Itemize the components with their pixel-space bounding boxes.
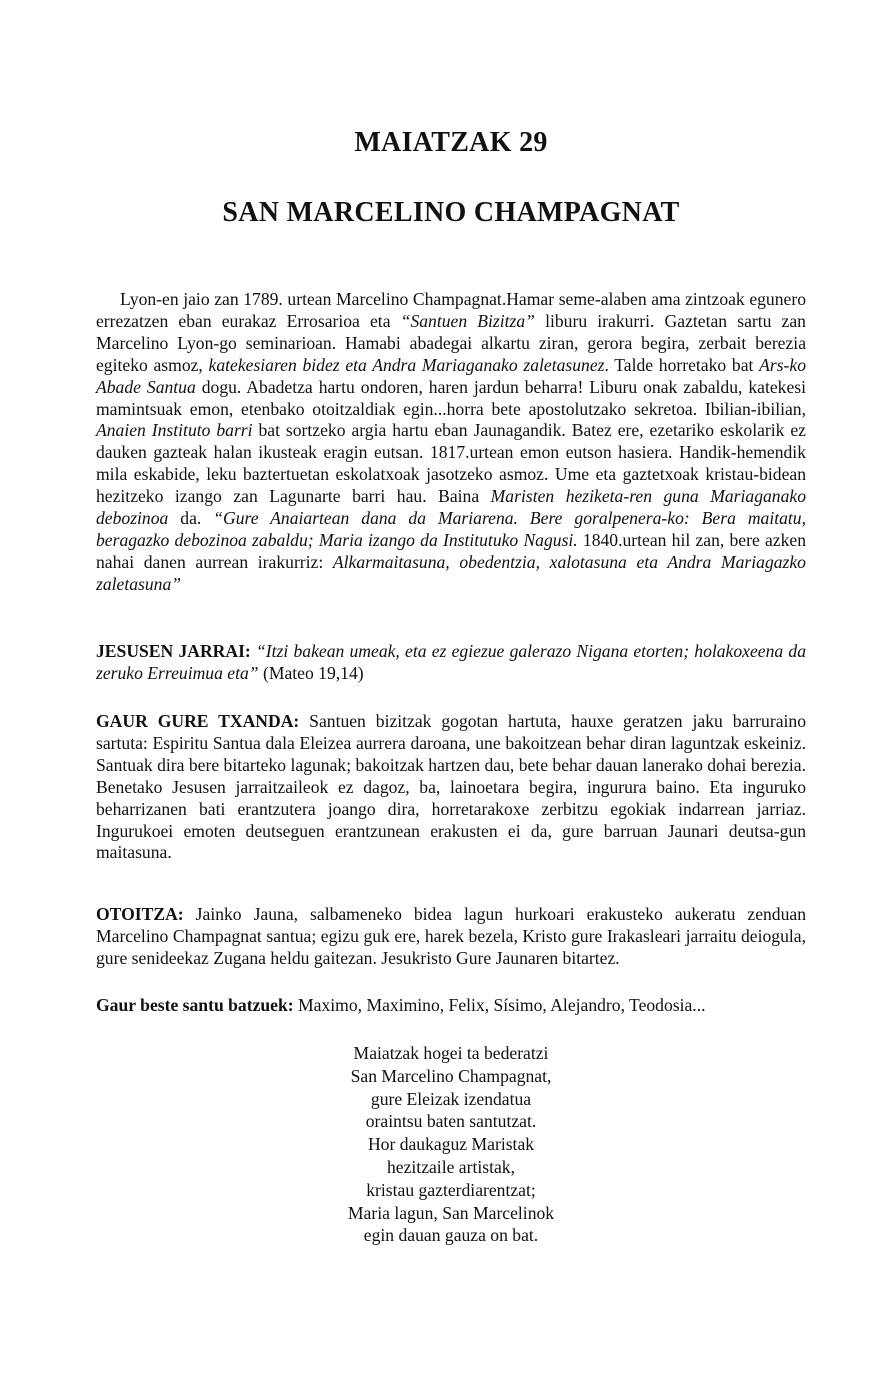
prayer-label: OTOITZA:	[96, 904, 184, 924]
biography-italic: “Gure Anaiartean dana da Mariarena. Bere goralpenera-ko: Bera maitatu, beragazko debozinoa zabaldu; Maria izango da Institutuko Nagusi.	[96, 508, 806, 550]
poem-line: hezitzaile artistak,	[387, 1156, 515, 1177]
biography-text: 1840.urtean hil zan, bere azken nahai danen aurrean irakurriz:	[96, 529, 806, 572]
biography-text: da.	[168, 508, 214, 529]
biography-text: dogu. Abadetza hartu ondoren, haren jardun beharra! Liburu onak zabaldu, katekesi mamintsuak emon, etenbako otoitzaldiak egin...horra bete apostolutzako sekretoa. Ibilian-ibilian,	[96, 376, 806, 419]
reflection-paragraph	[96, 711, 806, 864]
poem-line: kristau gazterdiarentzat;	[366, 1179, 536, 1200]
prayer-paragraph	[96, 904, 806, 970]
poem-line: Hor daukaguz Maristak	[367, 1134, 535, 1155]
poem-line: gure Eleizak izendatua	[370, 1088, 532, 1109]
reflection-text: Santuen bizitzak gogotan hartuta, hauxe geratzen jaku barruraino sartuta: Espiritu Santua dala Eleizea aurrera daroana, une bakoitzean behar diran laguntzak eskeiniz. Santuak dira bere bitarteko lagunak; bakoitzak hartzen dau, bete behar dauan lanerako dohai berezia. Benetako Jesusen jarraitzaileok ez dagoz, ba, lainoetara begira, ingurura baino. Eta inguruko beharrizanen bati erantzutera joango dira, horretarakoxe zerbitzu egokiak indarrean jarriaz. Ingurukoei emoten deutseguen erantzunean erakusten ei da, gure barruan Jaunari deutsa-gun maitasuna.	[96, 711, 806, 863]
biography-text: Lyon-en jaio zan 1789. urtean Marcelino Champagnat.Hamar seme-alaben ama zintzoak egunero errezatzen eban eurakaz Errosarioa eta	[96, 289, 806, 331]
biography-text: liburu irakurri. Gaztetan sartu zan Marcelino Lyon-go seminarioan. Hamabi abadegai alkartu ziran, gerora begira, zerbait berezia egiteko asmoz,	[96, 310, 806, 375]
biography-italic: Alkarmaitasuna, obedentzia, xalotasuna eta Andra Mariagazko zaletasuna”	[96, 551, 806, 594]
saint-title: SAN MARCELINO CHAMPAGNAT	[222, 197, 680, 228]
poem	[96, 1042, 806, 1247]
biography-text: bat sortzeko argia hartu eban Jaunagandik. Batez ere, ezetariko eskolarik ez dauken gazteak halan ikusteak eragin eutsan. 1817.urtean emon eutson hasiera. Handik-hemendik mila eskabide, leku baztertuetan eskolatxoak jasotzeko asmoz. Ume eta gaztetxoak kristau-bidean hezitzeko izango zan Lagunarte barri hau. Baina	[96, 420, 806, 507]
poem-line: Maria lagun, San Marcelinok	[347, 1202, 555, 1223]
prayer-text: Jainko Jauna, salbameneko bidea lagun hurkoari erakusteko aukeratu zenduan Marcelino Champagnat santua; egizu guk ere, harek bezela, Kristo gure Irakasleari jarraitu deiogula, gure senideekaz Zugana heldu gaitezan. Jesukristo Gure Jaunaren bitartez.	[96, 904, 806, 968]
other-saints-text: Maximo, Maximino, Felix, Sísimo, Alejandro, Teodosia...	[293, 995, 706, 1015]
biography-italic: Anaien Instituto barri	[96, 420, 253, 441]
reflection-label: GAUR GURE TXANDA:	[96, 711, 300, 731]
biography-paragraph	[96, 289, 806, 596]
biography-text: . Talde horretako bat	[604, 354, 760, 375]
date-title: MAIATZAK 29	[354, 127, 548, 158]
poem-line: egin dauan gauza on bat.	[363, 1225, 539, 1246]
gospel-paragraph	[96, 641, 806, 685]
gospel-reference: (Mateo 19,14)	[258, 662, 364, 683]
other-saints-label: Gaur beste santu batzuek:	[96, 995, 294, 1015]
poem-line: oraintsu baten santutzat.	[365, 1111, 537, 1132]
poem-line: San Marcelino Champagnat,	[350, 1065, 552, 1086]
poem-line: Maiatzak hogei ta bederatzi	[353, 1043, 549, 1063]
other-saints-paragraph	[96, 995, 806, 1017]
biography-italic: Maristen heziketa-ren guna Mariaganako debozinoa	[96, 486, 806, 529]
biography-italic: “Santuen Bizitza”	[400, 310, 535, 331]
biography-italic: Ars-ko Abade Santua	[96, 354, 806, 397]
gospel-quote: “Itzi bakean umeak, eta ez egiezue galerazo Nigana etorten; holakoxeena da zeruko Erreuimua eta”	[96, 641, 806, 683]
biography-italic: katekesiaren bidez eta Andra Mariaganako zaletasunez	[208, 354, 605, 375]
gospel-label: JESUSEN JARRAI:	[96, 641, 251, 661]
